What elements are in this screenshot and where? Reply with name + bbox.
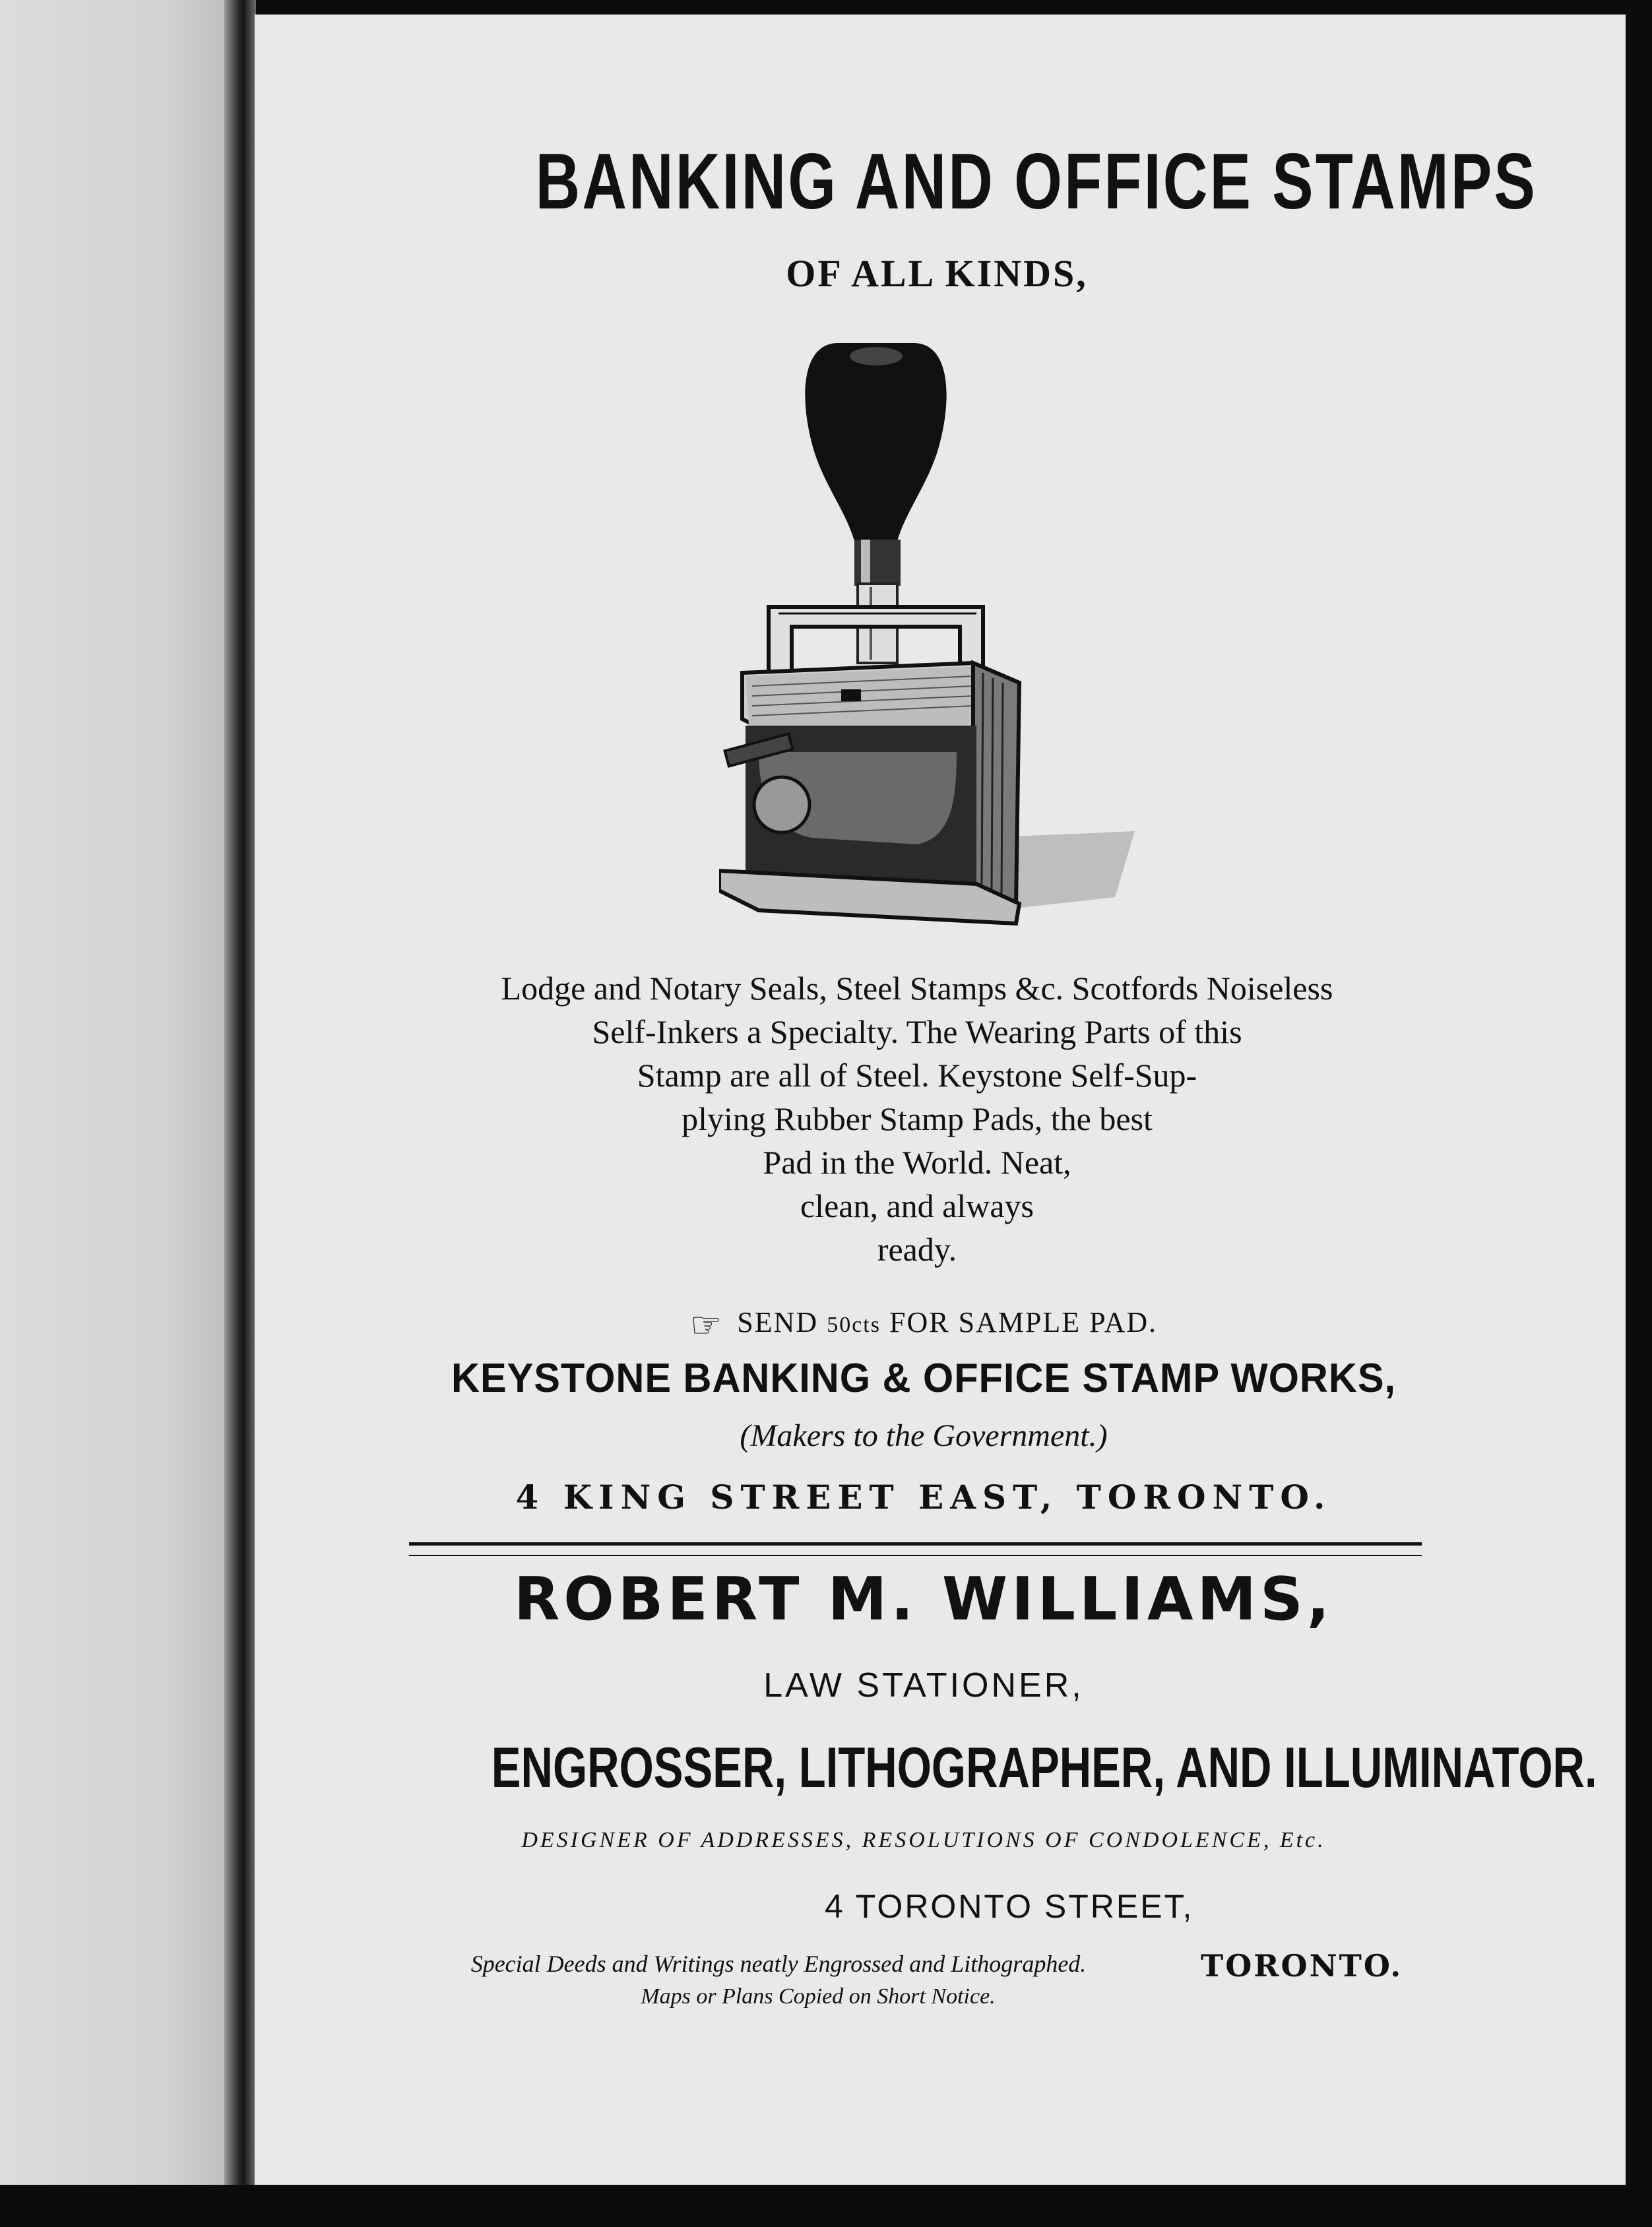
advertiser-name: ROBERT M. WILLIAMS,	[513, 1565, 1334, 1634]
fine-print: Special Deeds and Writings neatly Engrossed and Lithographed.	[470, 1951, 1087, 1977]
send-detail: FOR SAMPLE PAD.	[889, 1306, 1158, 1338]
company-name: KEYSTONE BANKING & OFFICE STAMP WORKS,	[451, 1356, 1396, 1401]
fine-print: Maps or Plans Copied on Short Notice.	[641, 1984, 996, 2009]
designer-note: DESIGNER OF ADDRESSES, RESOLUTIONS OF CONDOLENCE, Etc.	[521, 1828, 1326, 1852]
description-line: Lodge and Notary Seals, Steel Stamps &c. Scotfords Noiseless	[501, 970, 1333, 1007]
scan-border	[1626, 0, 1652, 2227]
description-line: Pad in the World. Neat,	[763, 1144, 1071, 1181]
advertiser-city: TORONTO.	[1201, 1948, 1403, 1984]
rubber-stamp-illustration	[719, 330, 1141, 950]
advertiser-title: LAW STATIONER,	[763, 1666, 1084, 1705]
send-amount: 50cts	[827, 1313, 881, 1337]
advertiser-street: 4 TORONTO STREET,	[825, 1888, 1194, 1925]
book-gutter	[224, 0, 256, 2227]
company-address: 4 KING STREET EAST, TORONTO.	[515, 1478, 1332, 1517]
scan-border	[0, 2185, 1652, 2227]
description-line: Self-Inkers a Specialty. The Wearing Parts of this	[592, 1013, 1242, 1050]
send-label: SEND	[737, 1306, 819, 1338]
advert-headline: BANKING AND OFFICE STAMPS	[535, 137, 1537, 226]
pointing-hand-icon: ☞	[689, 1305, 724, 1345]
description-line: plying Rubber Stamp Pads, the best	[682, 1100, 1153, 1137]
description-line: clean, and always	[800, 1187, 1034, 1224]
sample-offer	[594, 1303, 1254, 1345]
advertiser-trades: ENGROSSER, LITHOGRAPHER, AND ILLUMINATOR.	[491, 1736, 1597, 1800]
product-description	[369, 966, 1465, 1271]
advert-subhead: OF ALL KINDS,	[786, 252, 1088, 295]
description-line: Stamp are all of Steel. Keystone Self-Sup-	[637, 1057, 1197, 1094]
left-page-edge	[0, 0, 232, 2190]
description-line: ready.	[877, 1231, 957, 1268]
divider-rule	[409, 1542, 1422, 1556]
makers-note: (Makers to the Government.)	[740, 1418, 1108, 1453]
